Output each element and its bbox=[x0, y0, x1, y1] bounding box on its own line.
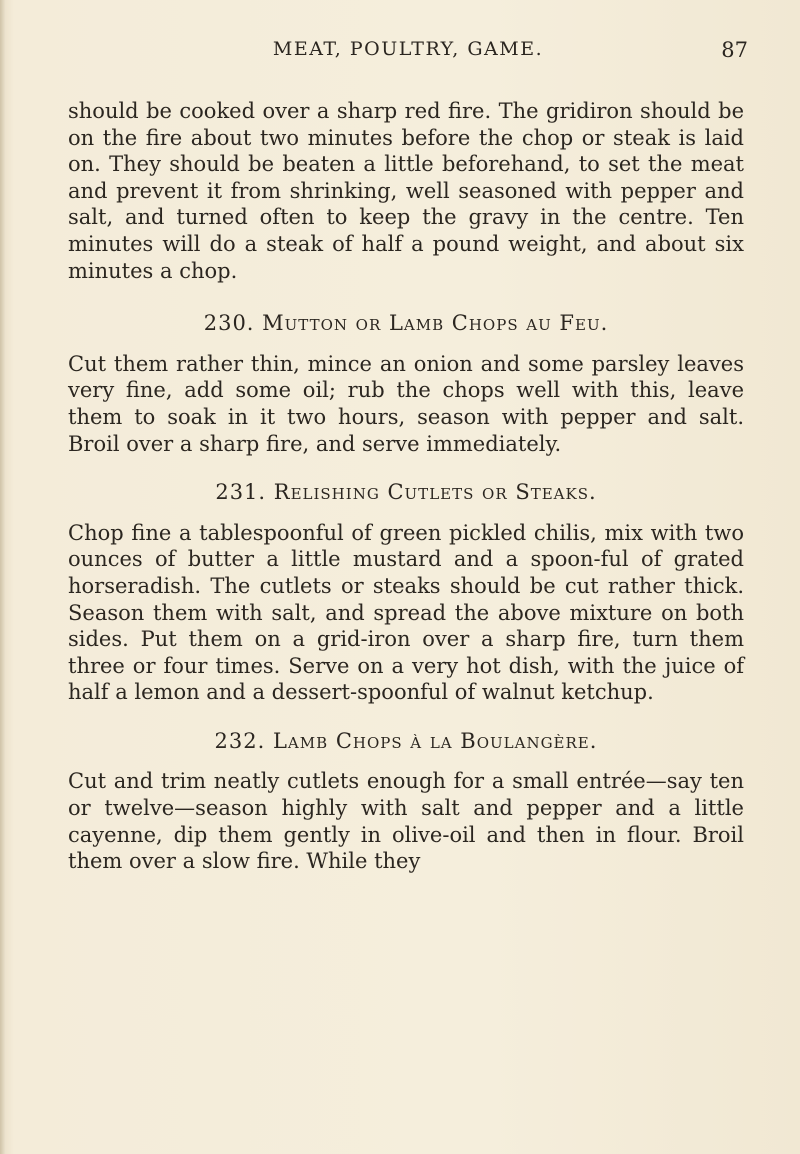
recipe-text-231: Chop fine a tablespoonful of green pickled chilis, mix with two ounces of butter a little mustard and a spoon-ful of grated horseradish. The cutlets or steaks should be cut rather thick. Season them with salt, and spread the above mixture on both sides. Put them on a grid-iron over a sharp fire, turn them three or four times. Serve on a very hot dish, with the juice of half a lemon and a dessert-spoonful of walnut ketchup. bbox=[68, 520, 744, 705]
recipe-heading-232: 232. Lamb Chops à la Boulangère. bbox=[214, 728, 598, 753]
recipe-heading-230: 230. Mutton or Lamb Chops au Feu. bbox=[203, 311, 609, 336]
page-number: 87 bbox=[721, 38, 748, 62]
intro-paragraph: should be cooked over a sharp red fire. The gridiron should be on the fire about two minutes before the chop or steak is laid on. They should be beaten a little beforehand, to set the meat and prevent it from shrinking, well seasoned with pepper and salt, and turned often to keep the gravy in the centre. Ten minutes will do a steak of half a pound weight, and about six minutes a chop. bbox=[68, 99, 744, 283]
recipe-text-232: Cut and trim neatly cutlets enough for a small entrée—say ten or twelve—season highly with salt and pepper and a little cayenne, dip them gently in olive-oil and then in flour. Broil them over a slow fire. While they bbox=[68, 769, 744, 874]
page-body bbox=[68, 98, 744, 875]
recipe-heading-231: 231. Relishing Cutlets or Steaks. bbox=[215, 480, 597, 505]
running-head bbox=[68, 38, 748, 72]
running-head-title: MEAT, POULTRY, GAME. bbox=[272, 38, 544, 60]
page-binding-edge bbox=[0, 0, 6, 1154]
recipe-text-230: Cut them rather thin, mince an onion and some parsley leaves very fine, add some oil; rub the chops well with this, leave them to soak in it two hours, season with pepper and salt. Broil over a sharp fire, and serve immediately. bbox=[68, 351, 744, 456]
